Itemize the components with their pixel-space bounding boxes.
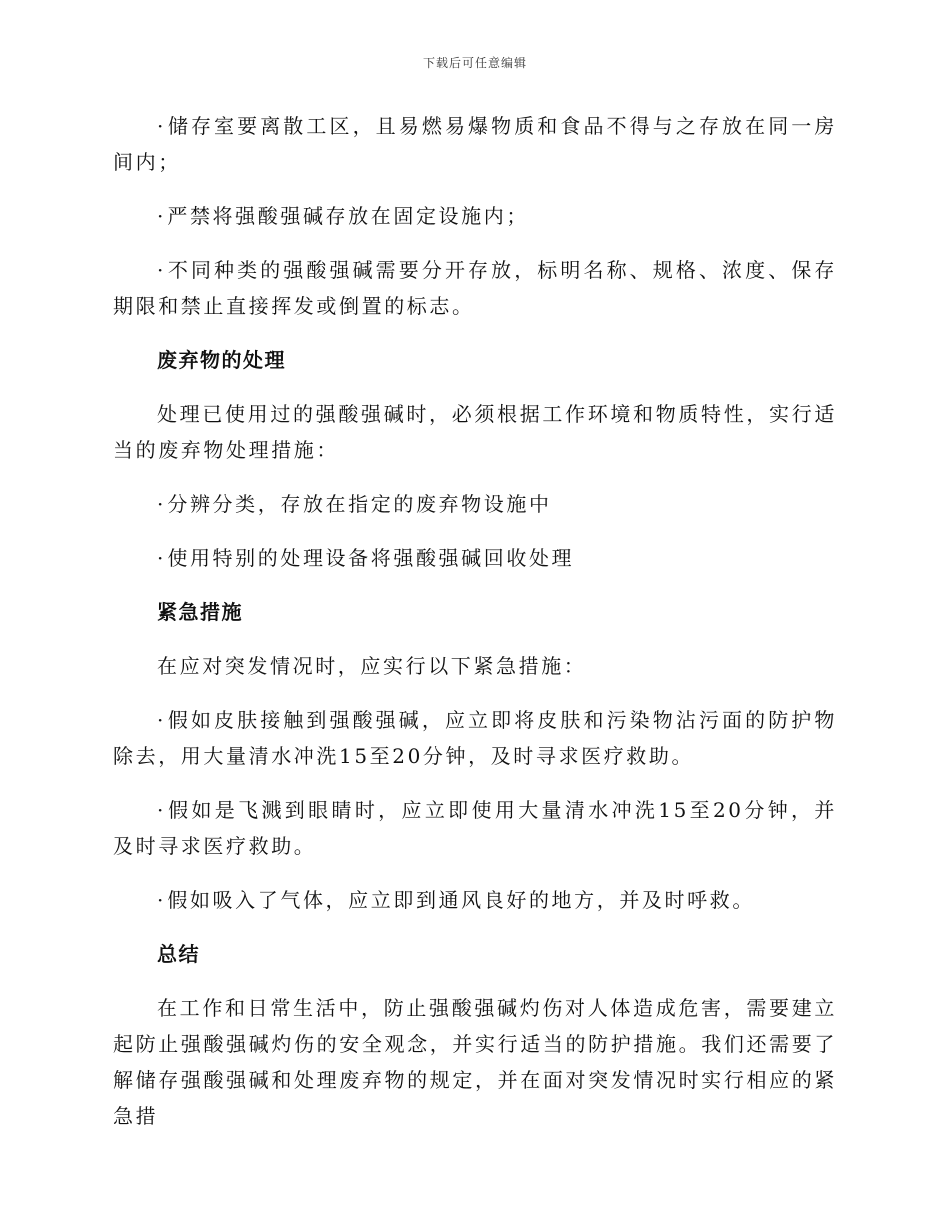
- bullet-skin-contact: · 假如皮肤接触到强酸强碱，应立即将皮肤和污染物沾污面的防护物除去，用大量清水冲洗15至20分钟，及时寻求医疗救助。: [113, 702, 837, 774]
- paragraph-emergency-intro: 在应对突发情况时，应实行以下紧急措施：: [157, 654, 587, 678]
- bullet-classify: · 分辨分类，存放在指定的废弃物设施中: [113, 486, 837, 522]
- bullet-no-fixed-facility: · 严禁将强酸强碱存放在固定设施内；: [113, 198, 837, 234]
- section-heading-emergency: 紧急措施: [157, 600, 243, 624]
- document-body: [113, 108, 837, 1134]
- section-heading-summary: 总结: [157, 942, 200, 966]
- bullet-recycle: · 使用特别的处理设备将强酸强碱回收处理: [113, 540, 837, 576]
- section-heading-waste: 废弃物的处理: [157, 348, 286, 372]
- bullet-separate-storage: · 不同种类的强酸强碱需要分开存放，标明名称、规格、浓度、保存期限和禁止直接挥发或倒置的标志。: [113, 252, 837, 324]
- page-header-note: 下载后可任意编辑: [422, 56, 527, 70]
- bullet-storage-room: · 储存室要离散工区，且易燃易爆物质和食品不得与之存放在同一房间内；: [113, 108, 837, 180]
- paragraph-summary: 在工作和日常生活中，防止强酸强碱灼伤对人体造成危害，需要建立起防止强酸强碱灼伤的安全观念，并实行适当的防护措施。我们还需要了解储存强酸强碱和处理废弃物的规定，并在面对突发情况时实行相应的紧急措: [113, 996, 837, 1128]
- bullet-inhalation: · 假如吸入了气体，应立即到通风良好的地方，并及时呼救。: [113, 882, 837, 918]
- bullet-eye-splash: · 假如是飞溅到眼睛时，应立即使用大量清水冲洗15至20分钟，并及时寻求医疗救助。: [113, 792, 837, 864]
- paragraph-waste-intro: 处理已使用过的强酸强碱时，必须根据工作环境和物质特性，实行适当的废弃物处理措施：: [113, 402, 837, 462]
